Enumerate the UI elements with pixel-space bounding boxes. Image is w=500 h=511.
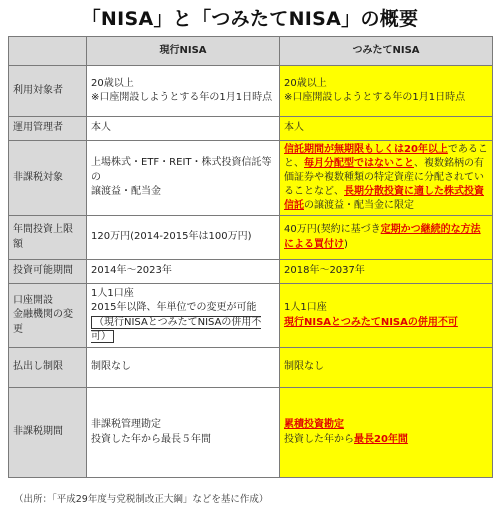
cell-current-target [87,141,280,216]
row-label-eligible: 利用対象者 [9,66,87,117]
emphasis-text: 現行NISAとつみたてNISAの併用不可 [284,316,458,328]
row-label-taxfree: 非課税期間 [9,388,87,478]
cell-tsumitate-period: 2018年～2037年 [280,260,493,284]
emphasis-text: 累積投資勘定 [284,419,344,430]
emphasis-text: 最長20年間 [354,433,408,445]
row-limit [9,216,493,260]
boxed-note: （現行NISAとつみたてNISAの併用不可） [91,316,262,342]
cell-line: 2015年以降、年単位での変更が可能 [91,302,257,313]
cell-line: 1人1口座 [91,287,134,299]
cell-line: ※口座開設しようとする年の1月1日時点 [91,92,273,103]
emphasis-text: 毎月分配型ではないこと [304,158,414,169]
row-label-period: 投資可能期間 [9,260,87,284]
row-label-institution [9,284,87,348]
row-withdrawal [9,348,493,388]
cell-line: 非課税管理勘定 [91,419,161,430]
cell-text: 投資した年から [284,433,354,445]
cell-tsumitate-manager: 本人 [280,117,493,141]
cell-current-period: 2014年～2023年 [87,260,280,284]
cell-current-withdrawal: 制限なし [87,348,280,388]
cell-line [284,418,488,433]
row-taxfree [9,388,493,478]
cell-tsumitate-limit [280,216,493,260]
cell-line [284,433,488,448]
cell-tsumitate-institution [280,284,493,348]
emphasis-text: 長期分散投資に適した株式投資信託 [284,186,484,211]
header-tsumitate-nisa: つみたてNISA [280,37,493,66]
row-target [9,141,493,216]
cell-line: 譲渡益・配当金 [91,186,161,198]
row-label-target: 非課税対象 [9,141,87,216]
emphasis-text: 定期かつ継続的な方法による買付け [284,224,481,250]
cell-line: 投資した年から最長５年間 [91,433,211,445]
cell-text: ) [344,238,348,250]
cell-text: であること、 [284,144,488,169]
comparison-table [8,36,493,478]
row-manager [9,117,493,141]
header-row [9,37,493,66]
cell-tsumitate-taxfree [280,388,493,478]
cell-current-taxfree [87,388,280,478]
cell-current-institution [87,284,280,348]
cell-line: 20歳以上 [284,77,327,89]
cell-text: 40万円(契約に基づき [284,224,381,235]
cell-line [284,316,488,331]
page-title: 「NISA」と「つみたてNISA」の概要 [81,8,419,30]
source-note: （出所：「平成29年度与党税制改正大綱」などを基に作成） [14,494,269,505]
cell-line: ※口座開設しようとする年の1月1日時点 [284,92,466,103]
cell-text: の譲渡益・配当金に限定 [304,200,414,211]
cell-line: 20歳以上 [91,77,134,89]
cell-line: 1人1口座 [284,302,327,313]
cell-current-eligible [87,66,280,117]
row-label-withdrawal: 払出し制限 [9,348,87,388]
row-label-limit: 年間投資上限額 [9,216,87,260]
cell-current-manager: 本人 [87,117,280,141]
cell-current-limit: 120万円(2014-2015年は100万円) [87,216,280,260]
label-line: 金融機関の変更 [13,309,73,335]
emphasis-text: 信託期間が無期限もしくは20年以上 [284,144,448,155]
header-corner [9,37,87,66]
cell-tsumitate-eligible [280,66,493,117]
cell-tsumitate-target [280,141,493,216]
cell-line [91,316,275,345]
label-line: 口座開設 [13,294,53,306]
row-label-manager: 運用管理者 [9,117,87,141]
row-eligible [9,66,493,117]
cell-text: 、複数銘柄の有価証券や複数種類の特定資産に分配されていることなど、 [284,158,484,197]
header-current-nisa: 現行NISA [87,37,280,66]
cell-tsumitate-withdrawal: 制限なし [280,348,493,388]
row-period [9,260,493,284]
cell-line: 上場株式・ETF・REIT・株式投資信託等の [91,157,272,183]
row-institution [9,284,493,348]
